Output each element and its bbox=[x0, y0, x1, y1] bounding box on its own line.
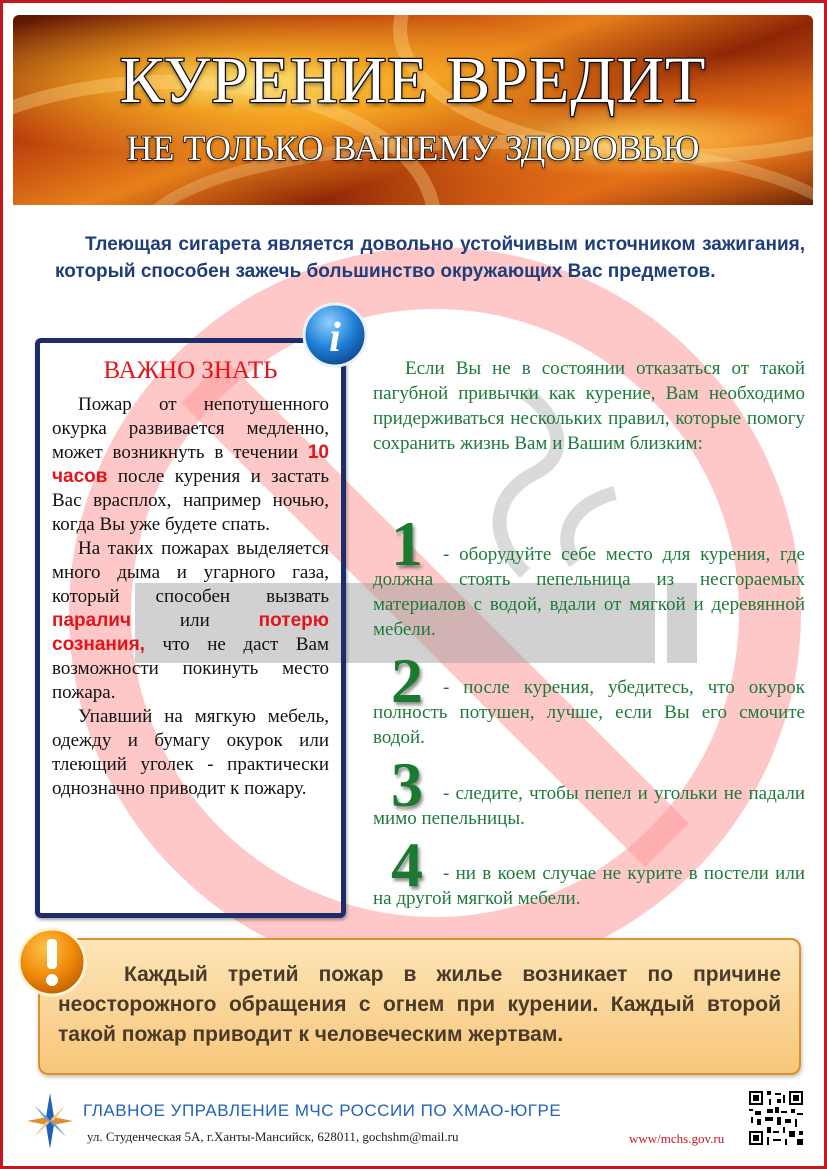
exclamation-icon bbox=[15, 925, 89, 999]
rule-text: - после курения, убедитесь, что окурок полность потушен, лучше, если Вы его смочите водой. bbox=[373, 677, 805, 748]
address: ул. Студенческая 5А, г.Ханты-Мансийск, 628011, gochshm@mail.ru bbox=[87, 1129, 459, 1144]
rule-item-1 bbox=[373, 508, 805, 642]
rule-item-2 bbox=[373, 645, 805, 750]
rule-item-4 bbox=[373, 829, 805, 911]
warning-box bbox=[38, 938, 801, 1075]
highlight-unconsciousness: потерю сознания, bbox=[52, 610, 329, 655]
important-info-box bbox=[35, 338, 346, 918]
rule-item-3 bbox=[373, 749, 805, 831]
warning-text: Каждый третий пожар в жилье возникает по причине неосторожного обращения с огнем при курении. Каждый второй такой пожар приводит к человеческим жертвам. bbox=[58, 963, 781, 1046]
rule-number: 2 bbox=[391, 645, 423, 716]
page-title: КУРЕНИЕ ВРЕДИТ bbox=[119, 44, 707, 117]
rule-text: - ни в коем случае не курите в постели или на другой мягкой мебели. bbox=[373, 863, 805, 909]
website-link[interactable]: www/mchs.gov.ru bbox=[629, 1131, 725, 1146]
rule-number: 1 bbox=[391, 508, 423, 579]
info-icon bbox=[301, 301, 369, 369]
qr-code-icon bbox=[747, 1089, 805, 1147]
rules-intro: Если Вы не в состоянии отказаться от такой пагубной привычки как курение, Вам необходимо придерживаться нескольких правил, которые помогу сохранить жизнь Вам и Вашим близким: bbox=[373, 358, 805, 454]
rule-text: - следите, чтобы пепел и угольки не падали мимо пепельницы. bbox=[373, 783, 805, 829]
info-paragraph-3: Упавший на мягкую мебель, одежду и бумагу окурок или тлеющий уголек - практически однозначно приводит к пожару. bbox=[52, 706, 329, 799]
info-paragraph-1: Пожар от непотушенного окурка развивается медленно, может возникнуть в течении 10 часов после курения и застать Вас врасплох, например ночью, когда Вы уже будете спать. bbox=[52, 394, 329, 535]
info-paragraph-2: На таких пожарах выделяется много дыма и угарного газа, который способен вызвать паралич или потерю сознания, что не даст Вам возможности покинуть место пожара. bbox=[52, 538, 329, 703]
header-banner bbox=[13, 15, 813, 205]
intro-paragraph: Тлеющая сигарета является довольно устойчивым источником зажигания, который способен зажечь большинство окружающих Вас предметов. bbox=[55, 234, 805, 282]
page-subtitle: НЕ ТОЛЬКО ВАШЕМУ ЗДОРОВЬЮ bbox=[126, 128, 700, 168]
info-box-title: ВАЖНО ЗНАТЬ bbox=[103, 357, 278, 384]
rule-number: 3 bbox=[391, 749, 423, 820]
compass-star-icon bbox=[25, 1091, 75, 1151]
organization-name: ГЛАВНОЕ УПРАВЛЕНИЕ МЧС РОССИИ ПО ХМАО-ЮГРЕ bbox=[83, 1101, 562, 1120]
rule-text: - оборудуйте себе место для курения, где должна стоять пепельница из несгораемых материалов с водой, вдали от мягкой и деревянной мебели. bbox=[373, 544, 805, 640]
svg-text:i: i bbox=[329, 315, 341, 361]
highlight-10-hours: 10 часов bbox=[52, 442, 329, 487]
highlight-paralysis: паралич bbox=[52, 610, 131, 631]
rule-number: 4 bbox=[391, 829, 423, 900]
